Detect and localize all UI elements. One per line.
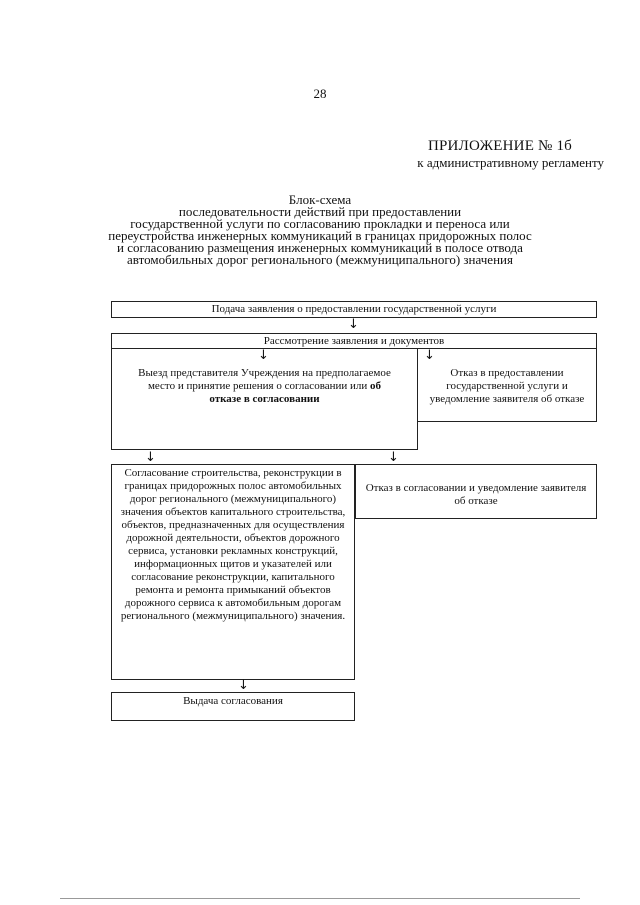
arrow-down-icon: ↓: [145, 450, 156, 465]
step-refusal-service-label: Отказ в предоставлении государственной услуги и уведомление заявителя об отказе: [429, 367, 585, 405]
heading-title: Блок-схема: [288, 192, 352, 207]
flowchart-heading: [100, 194, 540, 266]
step-approval-label: Согласование строительства, реконструкции в границах придорожных полос автомобильных дорог регионального (межмуниципального) значения объектов капитального строительства, объектов, предназначенных для осуществления дорожной деятельности, объектов дорожного сервиса, установки рекламных конструкций, информационных щитов и указателей или согласование реконструкции, капитального ремонта и ремонта примыканий объектов дорожного сервиса к автомобильным дорогам регионального (межмуниципального) значения.: [120, 467, 346, 622]
arrow-down-icon: ↓: [424, 348, 435, 363]
step-review-documents-label: Рассмотрение заявления и документов: [263, 335, 445, 347]
arrow-down-icon: ↓: [258, 348, 269, 363]
step-approval: [111, 464, 355, 680]
step-issue-approval: [111, 692, 355, 721]
step-issue-approval-label: Выдача согласования: [183, 695, 283, 707]
heading-line: государственной услуги по согласованию прокладки и переноса или: [130, 216, 510, 231]
step-refusal-approval: [355, 464, 597, 519]
arrow-down-icon: ↓: [238, 678, 249, 693]
step-site-visit-decision-label: Выезд представителя Учреждения на предполагаемое место и принятие решения о согласовании или: [138, 367, 391, 392]
arrow-down-icon: ↓: [388, 450, 399, 465]
step-submit-application-label: Подача заявления о предоставлении государственной услуги: [211, 303, 497, 315]
step-site-visit-decision-bold: об отказе в согласовании: [209, 380, 382, 405]
heading-line: автомобильных дорог регионального (межмуниципального) значения: [127, 252, 513, 267]
scan-edge-line: [60, 898, 580, 899]
step-submit-application: [111, 301, 597, 318]
page-number: 28: [313, 86, 327, 101]
step-site-visit-decision: [111, 348, 418, 450]
arrow-down-icon: ↓: [348, 317, 359, 332]
appendix-subtitle: к административному регламенту: [417, 155, 604, 170]
heading-line: переустройства инженерных коммуникаций в границах придорожных полос: [108, 228, 532, 243]
step-refusal-approval-label: Отказ в согласовании и уведомление заявителя об отказе: [365, 482, 587, 507]
step-review-documents: [111, 333, 597, 349]
heading-line: и согласованию размещения инженерных коммуникаций в полосе отвода: [117, 240, 523, 255]
step-refusal-service: [417, 348, 597, 422]
heading-line: последовательности действий при предоставлении: [178, 204, 462, 219]
appendix-title: ПРИЛОЖЕНИЕ № 1б: [427, 138, 572, 154]
